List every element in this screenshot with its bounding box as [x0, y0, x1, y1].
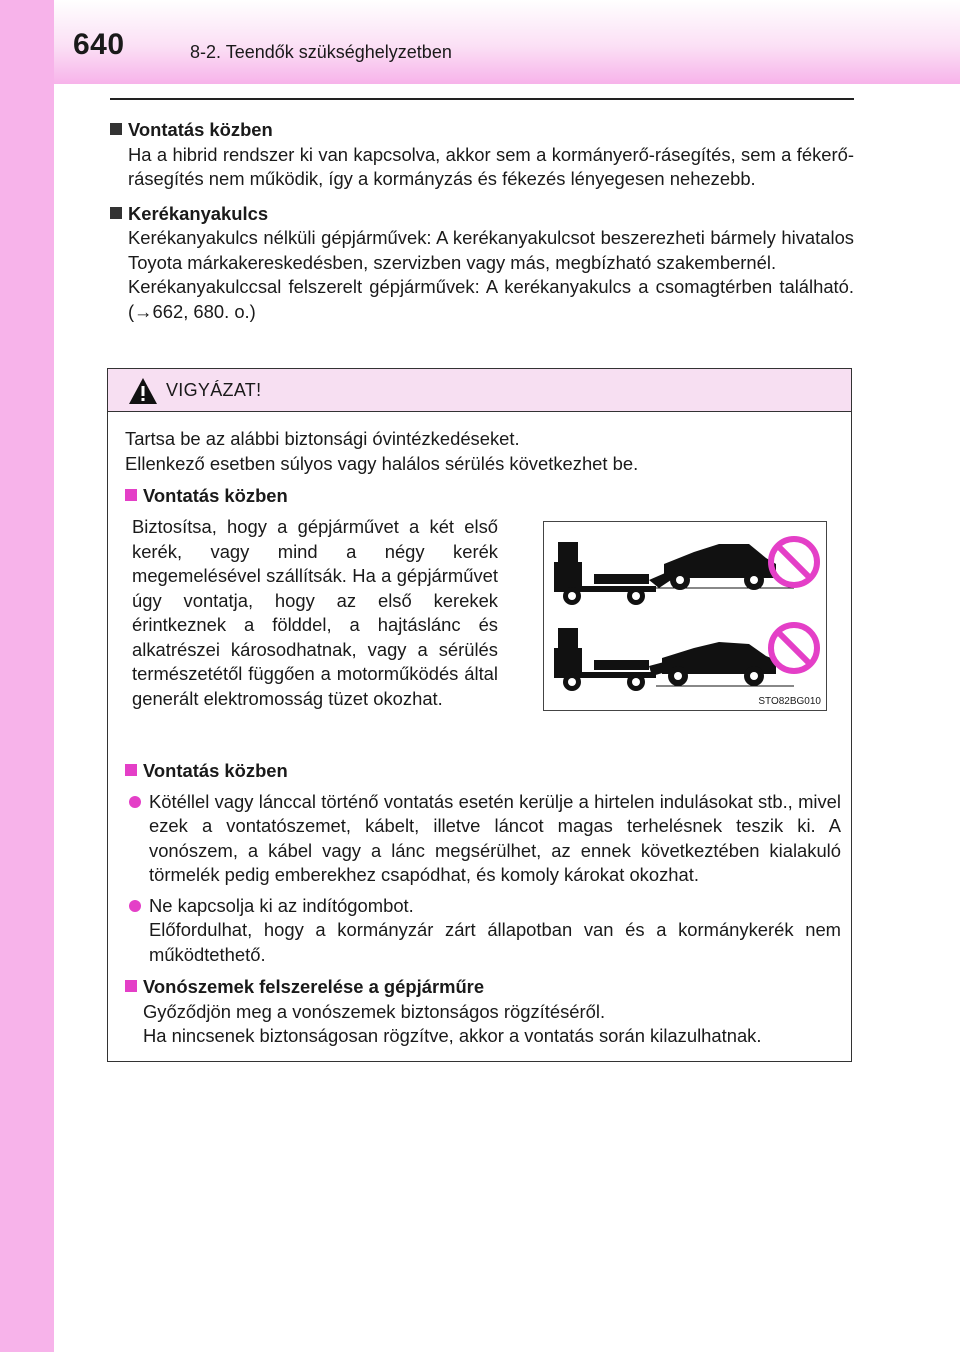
- towing-diagram: [544, 522, 826, 710]
- section-title: 8-2. Teendők szükséghelyzetben: [190, 42, 452, 62]
- prohibited-icon: [771, 539, 817, 585]
- towing-text: Biztosítsa, hogy a gépjárművet a két első kerék, vagy mind a négy kerék megemelésével szállítsák. Ha a gépjárművet úgy vontatja, hogy az első kerekek érintkeznek a földdel, a hajtáslánc és alkatrészei károsodhatnak, vagy a sérülés természetétől függően a motorműködés által generált elektromosság tüzet okozhat.: [132, 516, 498, 709]
- page-sidebar: [0, 0, 54, 1352]
- caution-intro: Ellenkező esetben súlyos vagy halálos sérülés következhet be.: [125, 452, 639, 474]
- list-item: Kötéllel vagy lánccal történő vontatás esetén kerülje a hirtelen indulásokat stb., mivel ezek a vontatószemet, kábelt, illetve láncot magas terhelésnek teszik ki. A vonószem, a kábel vagy a lánc megsérülhet, az ennek következtében kialakuló törmelék pedig emberekhez csapódhat, és komoly károkat okozhat.: [125, 790, 841, 888]
- caution-body: [125, 427, 841, 509]
- caution-heading: Vontatás közben: [125, 484, 841, 509]
- square-bullet-icon: [125, 489, 137, 501]
- caution-heading: Vontatás közben: [125, 759, 841, 784]
- caution-header: [108, 369, 851, 412]
- square-bullet-icon: [110, 123, 122, 135]
- square-bullet-icon: [125, 764, 137, 776]
- paragraph: Ha a hibrid rendszer ki van kapcsolva, akkor sem a kormányerő-rásegítés, sem a fékerő-rásegítés nem működik, így a kormányzás és fékezés lényegesen nehezebb.: [128, 143, 854, 189]
- list-item: Ne kapcsolja ki az indítógombot. Előfordulhat, hogy a kormányzár zárt állapotban van és a kormánykerék nem működtethető.: [125, 894, 841, 968]
- caution-box: [107, 368, 852, 1062]
- towing-illustration: [543, 521, 827, 711]
- caution-section-2: [125, 751, 841, 1049]
- caution-heading: Vonószemek felszerelése a gépjárműre: [125, 975, 841, 1000]
- figure-id: STO82BG010: [758, 696, 821, 707]
- heading-vontatas: Vontatás közben: [110, 118, 854, 143]
- heading-kerekanyakulcs: Kerékanyakulcs: [110, 202, 854, 227]
- prohibited-icon: [771, 625, 817, 671]
- caution-intro: Tartsa be az alábbi biztonsági óvintézkedéseket.: [125, 428, 520, 449]
- divider: [110, 98, 854, 100]
- square-bullet-icon: [110, 207, 122, 219]
- page-number: 640: [73, 28, 125, 61]
- round-bullet-icon: [129, 900, 141, 912]
- paragraph: Kerékanyakulcs nélküli gépjárművek: A kerékanyakulcsot beszerezheti bármely hivatalos Toyota márkakereskedésben, szervizben vagy más, megbízható szakembernél.: [128, 227, 854, 273]
- paragraph: Győződjön meg a vonószemek biztonságos rögzítéséről.: [143, 1000, 606, 1022]
- intro-content: [110, 108, 854, 324]
- paragraph: Ha nincsenek biztonságosan rögzítve, akkor a vontatás során kilazulhatnak.: [143, 1025, 762, 1046]
- round-bullet-icon: [129, 796, 141, 808]
- paragraph: Kerékanyakulccsal felszerelt gépjárművek: A kerékanyakulcs a csomagtérben található. (→662, 680. o.): [128, 276, 854, 322]
- warning-triangle-icon: [128, 377, 158, 405]
- caution-title: VIGYÁZAT!: [166, 380, 262, 400]
- square-bullet-icon: [125, 980, 137, 992]
